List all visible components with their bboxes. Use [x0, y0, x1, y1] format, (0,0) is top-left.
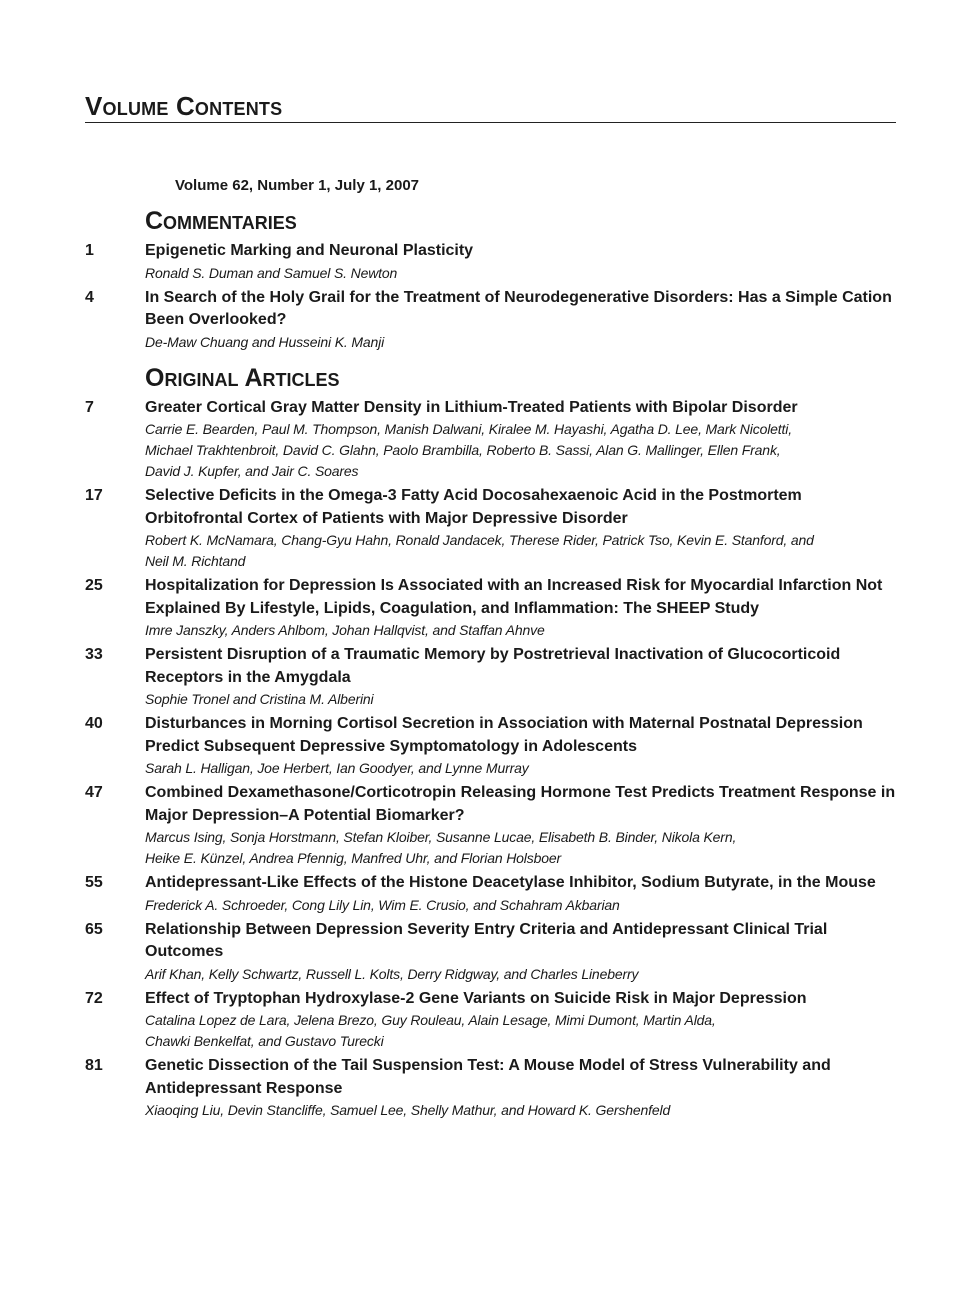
article-authors: Michael Trakhtenbroit, David C. Glahn, Paolo Brambilla, Roberto B. Sassi, Alan G. Mallinger, Ellen Frank,: [145, 442, 781, 458]
article-authors: Robert K. McNamara, Chang-Gyu Hahn, Ronald Jandacek, Therese Rider, Patrick Tso, Kevin E. Stanford, and: [145, 532, 814, 548]
article-title[interactable]: Disturbances in Morning Cortisol Secretion in Association with Maternal Postnatal Depression Predict Subsequent Depressive Symptomatology in Adolescents: [145, 715, 863, 755]
article-authors: Neil M. Richtand: [145, 553, 246, 569]
entry-body: [145, 713, 900, 779]
article-authors: Catalina Lopez de Lara, Jelena Brezo, Guy Rouleau, Alain Lesage, Mimi Dumont, Martin Alda,: [145, 1012, 716, 1028]
article-authors: Carrie E. Bearden, Paul M. Thompson, Manish Dalwani, Kiralee M. Hayashi, Agatha D. Lee, Mark Nicoletti,: [145, 421, 792, 437]
page-number: 55: [85, 874, 103, 891]
toc-entry[interactable]: [85, 988, 900, 1053]
section-heading: Commentaries: [145, 207, 297, 235]
toc-entry[interactable]: [85, 485, 900, 572]
table-of-contents: [85, 206, 900, 1121]
toc-entry[interactable]: [85, 240, 900, 284]
article-authors: Sarah L. Halligan, Joe Herbert, Ian Goodyer, and Lynne Murray: [145, 760, 529, 776]
entry-body: [145, 287, 900, 353]
page-number: 25: [85, 577, 103, 594]
article-authors: Imre Janszky, Anders Ahlbom, Johan Hallqvist, and Staffan Ahnve: [145, 622, 545, 638]
entry-body: [145, 988, 900, 1053]
article-title[interactable]: Effect of Tryptophan Hydroxylase-2 Gene Variants on Suicide Risk in Major Depression: [145, 989, 807, 1007]
toc-entry[interactable]: [85, 397, 900, 483]
article-authors: David J. Kupfer, and Jair C. Soares: [145, 463, 359, 479]
page-number: 1: [85, 242, 94, 259]
toc-entry[interactable]: [85, 644, 900, 710]
entry-body: [145, 782, 900, 869]
article-authors: De-Maw Chuang and Husseini K. Manji: [145, 333, 385, 350]
article-title[interactable]: Persistent Disruption of a Traumatic Memory by Postretrieval Inactivation of Glucocorticoid Receptors in the Amygdala: [145, 646, 841, 686]
page-number: 33: [85, 646, 103, 663]
article-authors: Arif Khan, Kelly Schwartz, Russell L. Kolts, Derry Ridgway, and Charles Lineberry: [145, 965, 639, 982]
page-number: 40: [85, 715, 103, 732]
toc-entry[interactable]: [85, 919, 900, 985]
toc-entry[interactable]: [85, 713, 900, 779]
article-title[interactable]: In Search of the Holy Grail for the Treatment of Neurodegenerative Disorders: Has a Simple Cation Been Overlooked?: [145, 288, 892, 328]
page-number: 47: [85, 784, 103, 801]
article-authors: Ronald S. Duman and Samuel S. Newton: [145, 264, 398, 281]
page-number: 65: [85, 920, 103, 938]
toc-entry[interactable]: [85, 782, 900, 869]
article-title[interactable]: Greater Cortical Gray Matter Density in Lithium-Treated Patients with Bipolar Disorder: [145, 398, 798, 416]
article-authors: Sophie Tronel and Cristina M. Alberini: [145, 691, 374, 707]
article-title[interactable]: Epigenetic Marking and Neuronal Plasticity: [145, 242, 474, 259]
page-title: Volume Contents: [85, 91, 283, 121]
article-authors: Frederick A. Schroeder, Cong Lily Lin, Wim E. Crusio, and Schahram Akbarian: [145, 896, 620, 913]
article-title[interactable]: Antidepressant-Like Effects of the Histone Deacetylase Inhibitor, Sodium Butyrate, in the Mouse: [145, 874, 876, 891]
article-authors: Chawki Benkelfat, and Gustavo Turecki: [145, 1033, 384, 1049]
entry-body: [145, 1055, 900, 1121]
article-title[interactable]: Genetic Dissection of the Tail Suspension Test: A Mouse Model of Stress Vulnerability and Antidepressant Response: [145, 1057, 831, 1097]
page-number: 17: [85, 487, 103, 504]
toc-entry[interactable]: [85, 1055, 900, 1121]
entry-body: [145, 397, 900, 483]
section-heading: Original Articles: [145, 363, 340, 392]
article-title[interactable]: Combined Dexamethasone/Corticotropin Releasing Hormone Test Predicts Treatment Response in Major Depression–A Potential Biomarker?: [145, 784, 896, 824]
issue-line: Volume 62, Number 1, July 1, 2007: [175, 177, 419, 194]
page-number: 4: [85, 288, 94, 306]
entry-body: [145, 485, 900, 572]
article-title[interactable]: Selective Deficits in the Omega-3 Fatty Acid Docosahexaenoic Acid in the Postmortem Orbitofrontal Cortex of Patients with Major Depressive Disorder: [145, 487, 802, 527]
article-authors: Heike E. Künzel, Andrea Pfennig, Manfred Uhr, and Florian Holsboer: [145, 850, 562, 866]
page-header: [85, 92, 896, 123]
page-number: 72: [85, 989, 103, 1007]
entry-body: [145, 872, 900, 916]
toc-entry[interactable]: [85, 872, 900, 916]
toc-entry[interactable]: [85, 287, 900, 353]
article-authors: Xiaoqing Liu, Devin Stancliffe, Samuel Lee, Shelly Mathur, and Howard K. Gershenfeld: [145, 1102, 671, 1118]
article-title[interactable]: Relationship Between Depression Severity Entry Criteria and Antidepressant Clinical Trial Outcomes: [145, 920, 828, 960]
page-number: 7: [85, 398, 94, 416]
entry-body: [145, 240, 900, 284]
article-title[interactable]: Hospitalization for Depression Is Associated with an Increased Risk for Myocardial Infarction Not Explained By Lifestyle, Lipids, Coagulation, and Inflammation: The SHEEP Study: [145, 577, 883, 617]
entry-body: [145, 644, 900, 710]
entry-body: [145, 575, 900, 641]
entry-body: [145, 919, 900, 985]
page-number: 81: [85, 1057, 103, 1074]
toc-entry[interactable]: [85, 575, 900, 641]
article-authors: Marcus Ising, Sonja Horstmann, Stefan Kloiber, Susanne Lucae, Elisabeth B. Binder, Nikola Kern,: [145, 829, 737, 845]
